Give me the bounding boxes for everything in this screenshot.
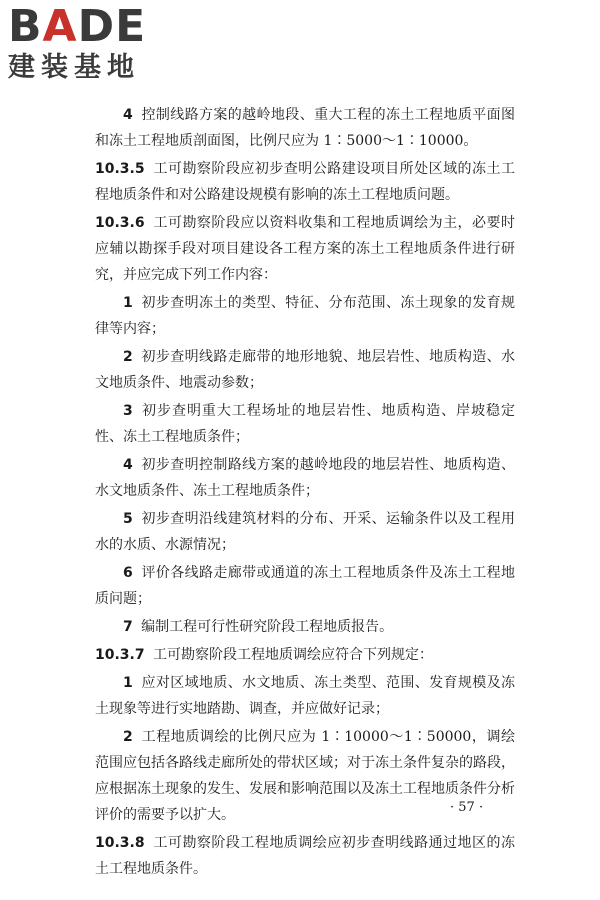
paragraph-text: 初步查明冻土的类型、特征、分布范围、冻土现象的发育规律等内容； (95, 295, 515, 337)
list-item (95, 344, 515, 396)
clause-paragraph (95, 830, 515, 882)
clause-number: 10.3.6 (95, 215, 145, 231)
paragraph-text: 工可勘察阶段应初步查明公路建设项目所处区域的冻土工程地质条件和对公路建设规模有影响的冻土工程地质问题。 (95, 161, 515, 203)
logo-subtitle: 建装基地 (8, 52, 140, 83)
paragraph-text: 初步查明重大工程场址的地层岩性、地质构造、岸坡稳定性、冻土工程地质条件； (95, 403, 515, 445)
paragraph-text: 初步查明控制路线方案的越岭地段的地层岩性、地质构造、水文地质条件、冻土工程地质条件； (95, 457, 515, 499)
list-item (95, 560, 515, 612)
logo-accent-letter: A (42, 1, 78, 52)
list-item (95, 102, 515, 154)
item-number: 2 (123, 729, 133, 745)
logo-wordmark: BADE (8, 1, 147, 52)
paragraph-text: 工可勘察阶段工程地质调绘应初步查明线路通过地区的冻土工程地质条件。 (95, 835, 515, 877)
item-number: 7 (123, 619, 133, 635)
paragraph-text: 初步查明沿线建筑材料的分布、开采、运输条件以及工程用水的水质、水源情况； (95, 511, 515, 553)
clause-number: 10.3.5 (95, 161, 145, 177)
list-item (95, 290, 515, 342)
page-number: · 57 · (450, 800, 484, 815)
item-number: 4 (123, 457, 133, 473)
paragraph-text: 控制线路方案的越岭地段、重大工程的冻土工程地质平面图和冻土工程地质剖面图，比例尺应为 1∶5000～1∶10000。 (95, 107, 515, 149)
paragraph-text: 工程地质调绘的比例尺应为 1∶10000～1∶50000，调绘范围应包括各路线走廊所处的带状区域；对于冻土条件复杂的路段，应根据冻土现象的发生、发展和影响范围以及冻土工程地质条件分析评价的需要予以扩大。 (95, 729, 515, 823)
item-number: 1 (123, 295, 133, 311)
clause-paragraph (95, 210, 515, 288)
item-number: 6 (123, 565, 133, 581)
clause-number: 10.3.7 (95, 647, 145, 663)
clause-paragraph (95, 642, 515, 668)
item-number: 1 (123, 675, 133, 691)
clause-paragraph (95, 156, 515, 208)
item-number: 5 (123, 511, 133, 527)
item-number: 3 (123, 403, 133, 419)
paragraph-text: 工可勘察阶段应以资料收集和工程地质调绘为主，必要时应辅以勘探手段对项目建设各工程方案的冻土工程地质条件进行研究，并应完成下列工作内容： (95, 215, 515, 283)
clause-number: 10.3.8 (95, 835, 145, 851)
paragraph-text: 初步查明线路走廊带的地形地貌、地层岩性、地质构造、水文地质条件、地震动参数； (95, 349, 515, 391)
list-item (95, 506, 515, 558)
list-item (95, 398, 515, 450)
paragraph-text: 评价各线路走廊带或通道的冻土工程地质条件及冻土工程地质问题； (95, 565, 515, 607)
paragraph-text: 应对区域地质、水文地质、冻土类型、范围、发育规模及冻土现象等进行实地踏勘、调查，并应做好记录； (95, 675, 515, 717)
item-number: 2 (123, 349, 133, 365)
paragraph-text: 工可勘察阶段工程地质调绘应符合下列规定： (153, 647, 433, 663)
list-item (95, 670, 515, 722)
list-item (95, 614, 515, 640)
brand-logo (8, 1, 178, 96)
document-body (95, 102, 515, 884)
paragraph-text: 编制工程可行性研究阶段工程地质报告。 (141, 619, 394, 635)
list-item (95, 452, 515, 504)
item-number: 4 (123, 107, 133, 123)
